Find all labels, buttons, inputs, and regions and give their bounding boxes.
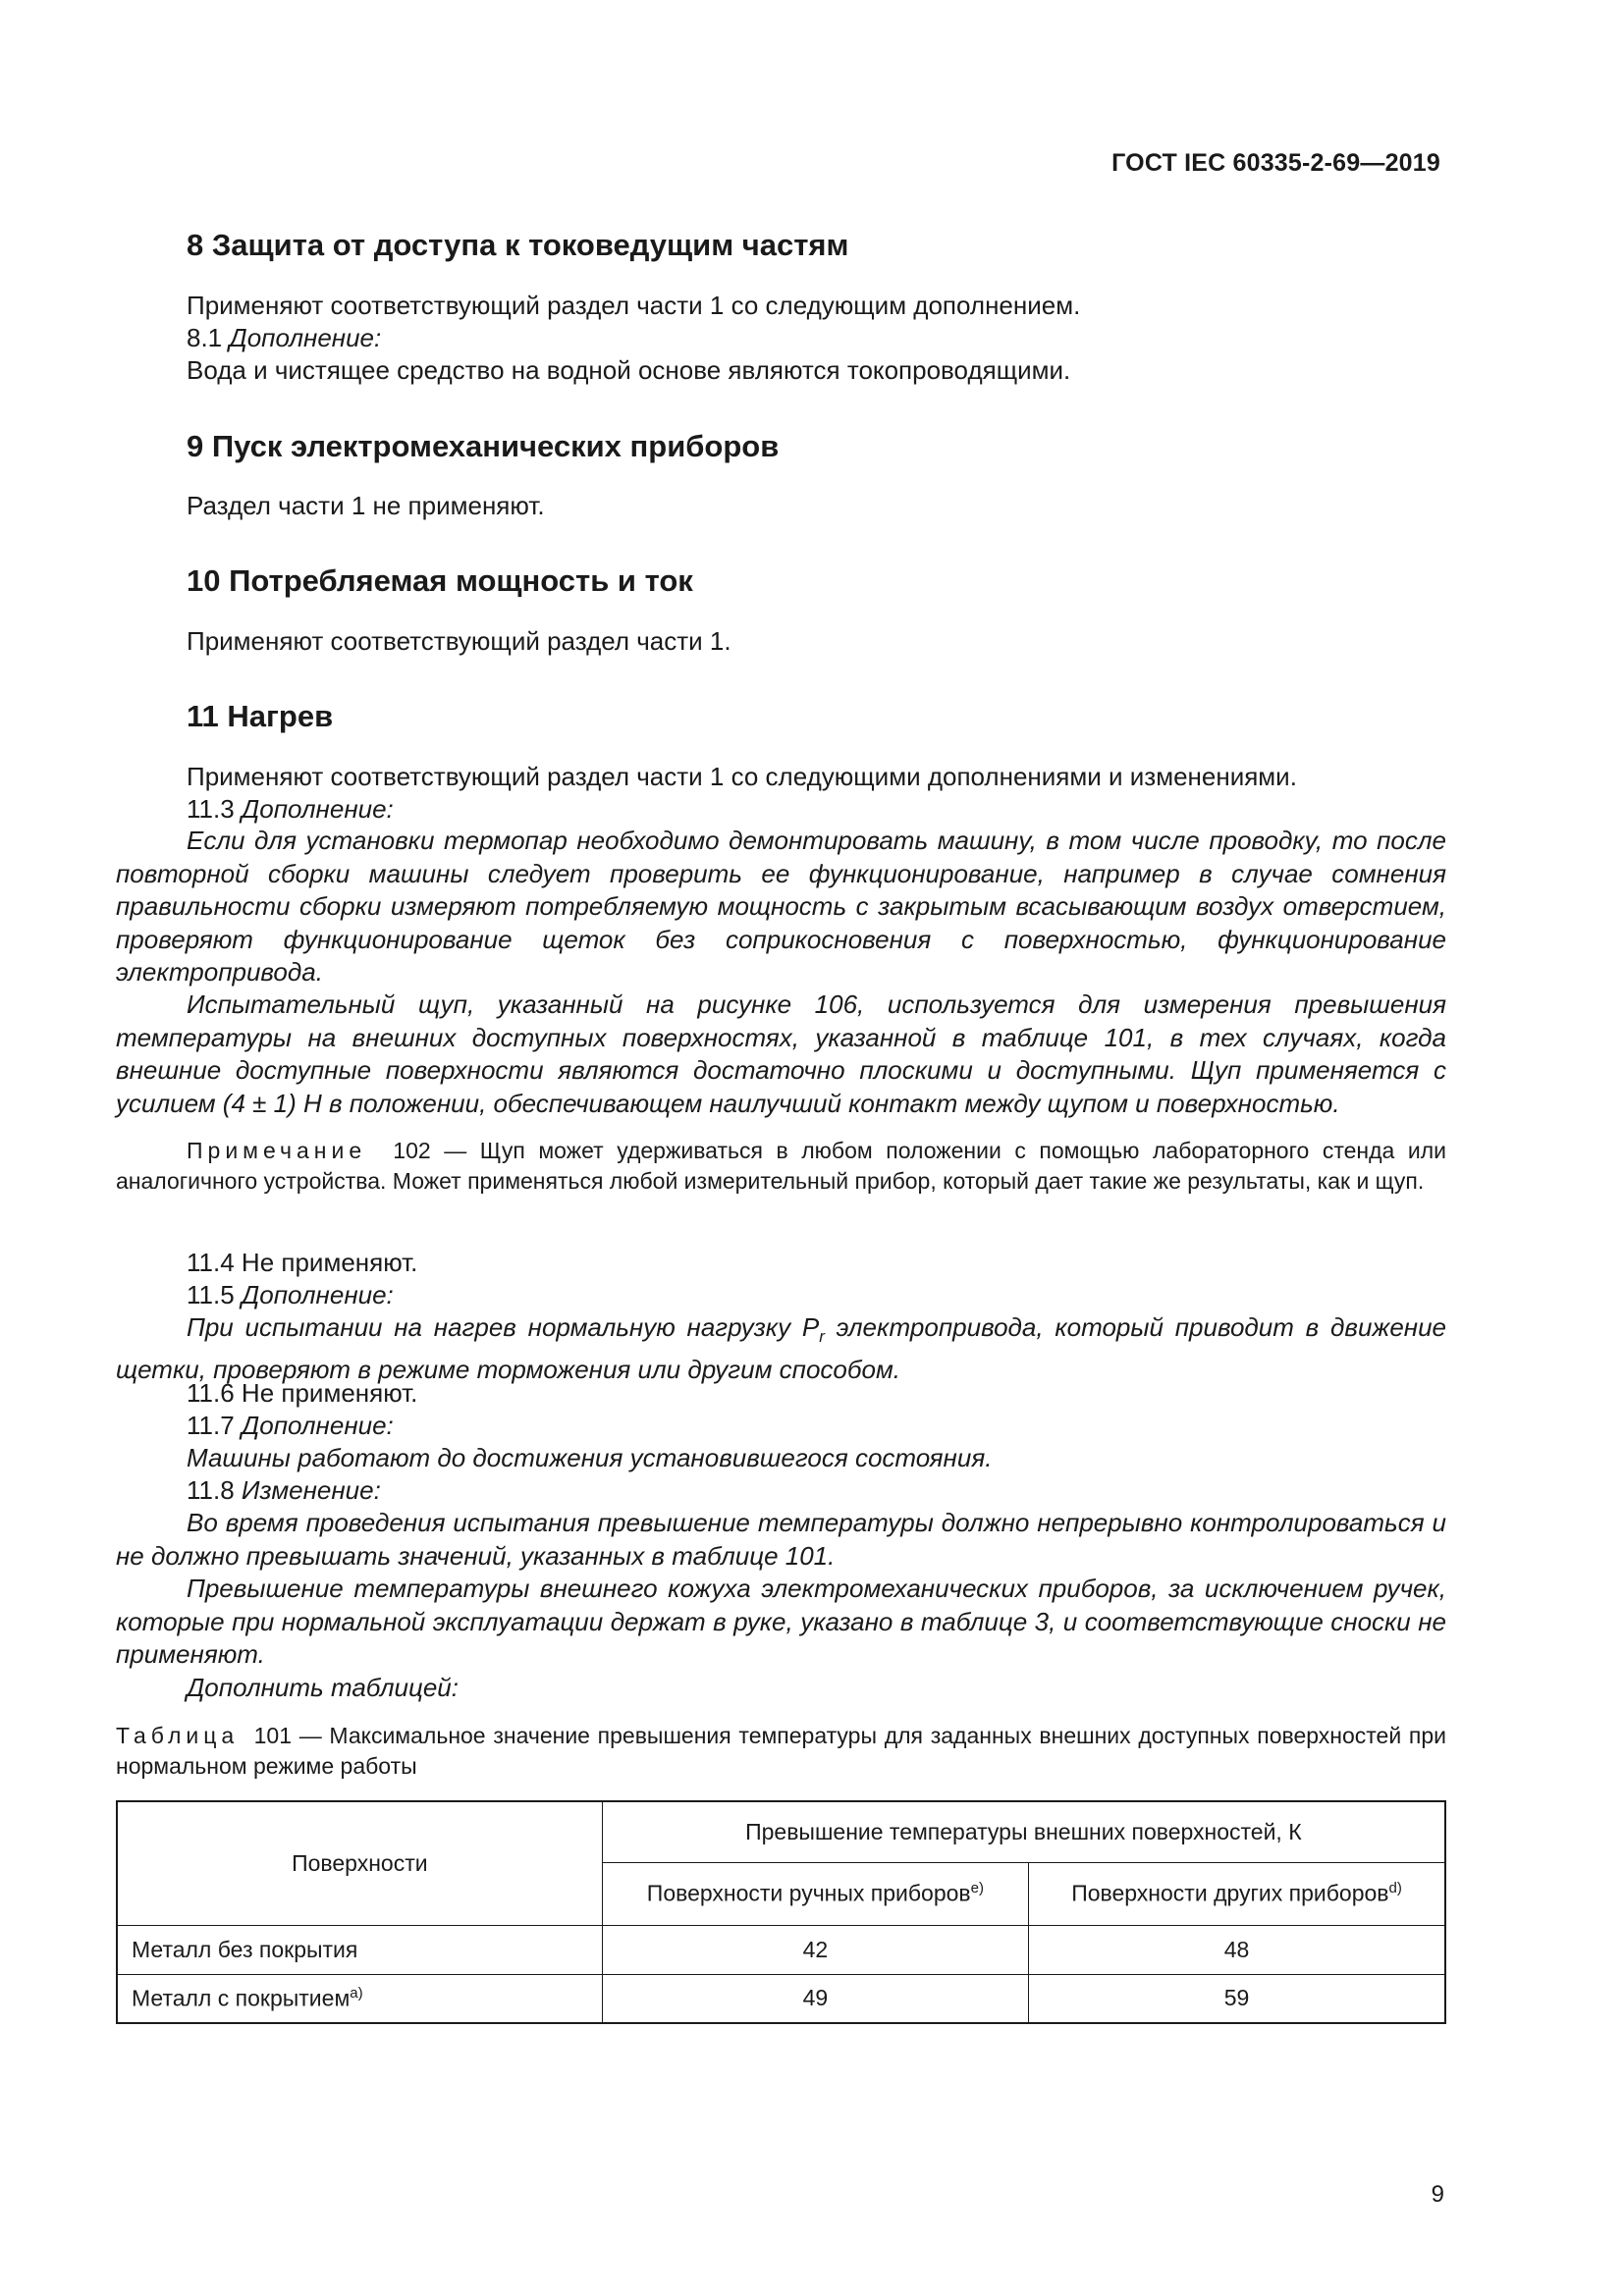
clause-label: Дополнение: [241,1411,394,1440]
clause-number: 11.7 [187,1411,235,1440]
row-surface: Металл без покрытия [117,1925,602,1974]
clause-number: 11.5 [187,1280,235,1309]
clause-number: 11.8 [187,1475,235,1505]
clause-11-5-paragraph [116,1311,1446,1386]
header-other-appliances [1029,1862,1445,1925]
clause-8-1-text: Вода и чистящее средство на водной основе являются токопроводящими. [187,355,1071,385]
footnote-mark: e) [970,1880,984,1897]
clause-11-8-paragraph-2: Превышение температуры внешнего кожуха электромеханических приборов, за исключением ручек, которые при нормальной эксплуатации держат в руке, указано в таблице 3, и соответствующие сноски не применяют. [116,1574,1446,1669]
clause-11-7 [187,1411,394,1441]
clause-label: Дополнение: [229,323,382,352]
note-text: 102 — Щуп может удерживаться в любом положении с помощью лабораторного стенда или аналогичного устройства. Может применяться любой измерительный прибор, который дает такие же результаты, как и щуп. [116,1138,1446,1194]
table-row [117,1925,1445,1974]
section-11-text: Применяют соответствующий раздел части 1 со следующими дополнениями и изменениями. [187,762,1297,791]
clause-number: 11.4 [187,1248,235,1277]
row-surface-text: Металл с покрытием [132,1985,351,2011]
subscript: r [819,1327,825,1347]
note-102 [116,1136,1446,1196]
clause-8-1 [187,323,381,353]
section-9-text: Раздел части 1 не применяют. [187,491,545,520]
clause-11-3-paragraph-1: Если для установки термопар необходимо демонтировать машину, в том числе проводку, то после повторной сборки машины следует проверить ее функционирование, например в случае сомнения правильности сборки измеряют потребляемую мощность с закрытым всасывающим воздух отверстием, проверяют функционирование щеток без соприкосновения с поверхностью, функционирование электропривода. [116,826,1446,987]
row-surface [117,1974,602,2023]
text-part: электропривода, который приводит в движение щетки, проверяют в режиме торможения или другим способом. [116,1312,1446,1384]
clause-11-5 [187,1280,394,1310]
clause-number: 11.3 [187,794,235,824]
clause-text: Не применяют. [241,1248,418,1277]
header-surface: Поверхности [117,1801,602,1925]
clause-11-6 [187,1378,417,1409]
row-other-value: 59 [1029,1974,1445,2023]
header-temperature-rise: Превышение температуры внешних поверхностей, К [602,1801,1445,1862]
row-other-value: 48 [1029,1925,1445,1974]
table-caption [116,1721,1446,1781]
clause-11-4 [187,1248,417,1278]
section-9-title: 9 Пуск электромеханических приборов [187,429,780,463]
footnote-mark: d) [1388,1880,1402,1897]
section-8-text: Применяют соответствующий раздел части 1 со следующим дополнением. [187,291,1081,320]
clause-number: 11.6 [187,1378,235,1408]
page-number: 9 [1431,2181,1444,2208]
clause-11-7-text: Машины работают до достижения установившегося состояния. [187,1443,993,1472]
section-10-title: 10 Потребляемая мощность и ток [187,563,693,598]
header-hand-appliances [602,1862,1028,1925]
section-11-title: 11 Нагрев [187,699,334,733]
note-label: Примечание [187,1138,367,1163]
table-caption-label: Таблица [116,1723,240,1748]
text-part: При испытании на нагрев нормальную нагрузку P [187,1312,820,1342]
header-text: Поверхности ручных приборов [646,1880,971,1906]
clause-11-3 [187,794,394,825]
clause-label: Дополнение: [241,794,394,824]
clause-text: Не применяют. [241,1378,418,1408]
clause-11-8-paragraph-1: Во время проведения испытания превышение температуры должно непрерывно контролироваться и не должно превышать значений, указанных в таблице 101. [116,1508,1446,1571]
clause-number: 8.1 [187,323,223,352]
row-hand-value: 49 [602,1974,1028,2023]
clause-label: Дополнение: [241,1280,394,1309]
table-101 [116,1800,1446,2024]
standard-header: ГОСТ IEC 60335-2-69—2019 [1111,149,1440,177]
header-text: Поверхности других приборов [1071,1880,1389,1906]
clause-11-8 [187,1475,381,1506]
row-hand-value: 42 [602,1925,1028,1974]
clause-11-8-paragraph-3: Дополнить таблицей: [187,1673,459,1702]
clause-label: Изменение: [241,1475,381,1505]
section-8-title: 8 Защита от доступа к токоведущим частям [187,228,849,262]
section-10-text: Применяют соответствующий раздел части 1. [187,626,731,656]
footnote-mark: a) [350,1984,363,2002]
clause-11-3-paragraph-2: Испытательный щуп, указанный на рисунке 106, используется для измерения превышения температуры на внешних доступных поверхностях, указанной в таблице 101, в тех случаях, когда внешние доступные поверхности являются достаточно плоскими и доступными. Щуп применяется с усилием (4 ± 1) Н в положении, обеспечивающем наилучший контакт между щупом и поверхностью. [116,989,1446,1118]
table-row [117,1974,1445,2023]
table-caption-text: 101 — Максимальное значение превышения температуры для заданных внешних доступных поверхностей при нормальном режиме работы [116,1723,1447,1779]
